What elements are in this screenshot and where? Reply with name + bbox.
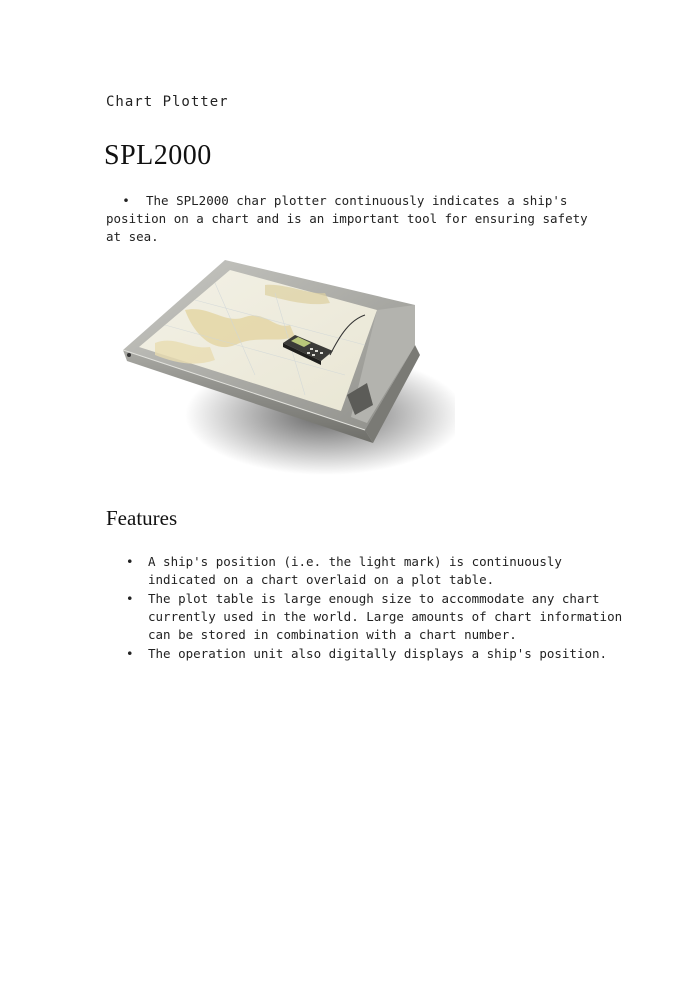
list-item	[106, 553, 626, 589]
features-list	[106, 553, 626, 664]
feature-text: The plot table is large enough size to accommodate any chart currently used in the world. Large amounts of chart information can be stored in combination with a chart number.	[148, 591, 623, 642]
feature-text: A ship's position (i.e. the light mark) is continuously indicated on a chart overlaid on a plot table.	[148, 554, 562, 587]
list-item	[106, 645, 626, 663]
page-title: SPL2000	[104, 140, 212, 171]
document-category: Chart Plotter	[106, 94, 229, 110]
features-heading: Features	[106, 506, 178, 530]
list-item	[106, 590, 626, 644]
bullet-icon: •	[126, 591, 134, 606]
feature-text: The operation unit also digitally displays a ship's position.	[148, 646, 608, 661]
bullet-icon: •	[122, 193, 130, 208]
intro-text: The SPL2000 char plotter continuously indicates a ship's position on a chart and is an important tool for ensuring safety at sea.	[106, 193, 596, 244]
chart-plotter-image	[115, 255, 455, 485]
intro-paragraph	[106, 192, 606, 246]
bullet-icon: •	[126, 646, 134, 661]
bullet-icon: •	[126, 554, 134, 569]
